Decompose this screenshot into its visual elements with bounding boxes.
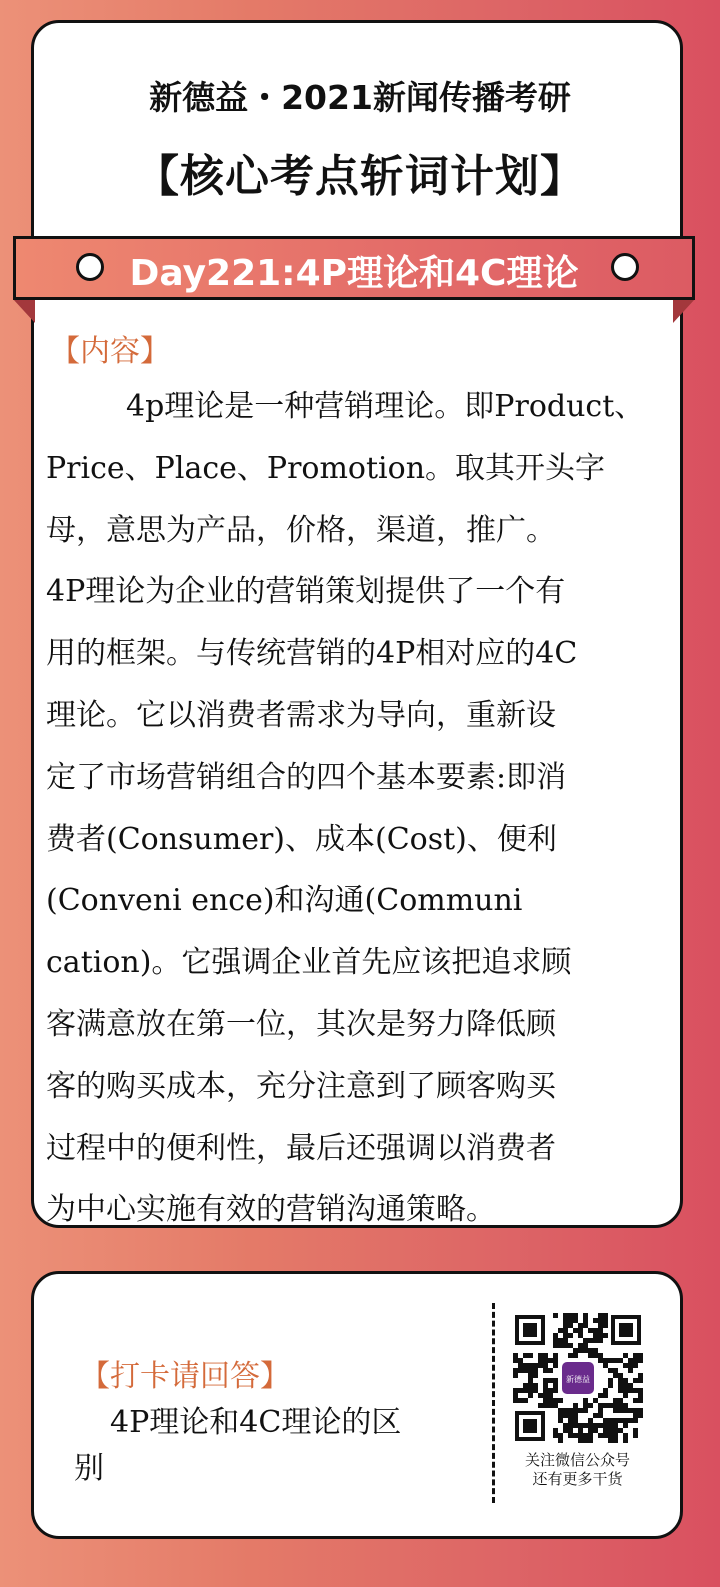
qr-caption [500, 1451, 655, 1489]
content-line: 母，意思为产品，价格，渠道，推广。 [46, 512, 556, 548]
page-subtitle: 【核心考点斩词计划】 [135, 151, 585, 202]
content-line: 4p理论是一种营销理论。即Product、 [126, 389, 645, 424]
day-title: Day221:4P理论和4C理论 [129, 253, 579, 294]
content-line: 费者(Consumer)、成本(Cost)、便利 [46, 821, 557, 857]
checkin-label: 【打卡请回答】 [80, 1359, 290, 1394]
qr-code-icon [513, 1313, 643, 1443]
content-line: Price、Place、Promotion。取其开头字 [46, 450, 606, 486]
content-line: 4P理论为企业的营销策划提供了一个有 [46, 574, 566, 610]
content-label: 【内容】 [50, 334, 170, 369]
content-body [46, 376, 686, 1241]
qr-caption-line: 还有更多干货 [532, 1470, 623, 1488]
question-line: 别 [74, 1451, 104, 1486]
content-line: 客的购买成本，充分注意到了顾客购买 [46, 1068, 556, 1104]
content-line: 过程中的便利性，最后还强调以消费者 [46, 1130, 556, 1166]
content-line: cation)。它强调企业首先应该把追求顾 [46, 945, 572, 981]
content-line: 为中心实施有效的营销沟通策略。 [46, 1192, 496, 1228]
qr-caption-line: 关注微信公众号 [524, 1451, 630, 1469]
dashed-divider [492, 1303, 495, 1503]
page-title: 新德益・2021新闻传播考研 [149, 78, 571, 117]
question-line: 4P理论和4C理论的区 [110, 1405, 402, 1440]
content-line: (Conveni ence)和沟通(Communi [46, 883, 523, 919]
content-line: 客满意放在第一位，其次是努力降低顾 [46, 1006, 556, 1042]
content-line: 定了市场营销组合的四个基本要素:即消 [46, 759, 567, 795]
day-ribbon [13, 236, 695, 300]
checkin-question [74, 1400, 474, 1492]
qr-logo-text: 新德益 [566, 1375, 590, 1384]
content-line: 用的框架。与传统营销的4P相对应的4C [46, 636, 578, 672]
ribbon-fold-left [13, 299, 35, 323]
content-line: 理论。它以消费者需求为导向，重新设 [46, 697, 556, 733]
ribbon-fold-right [673, 299, 695, 323]
